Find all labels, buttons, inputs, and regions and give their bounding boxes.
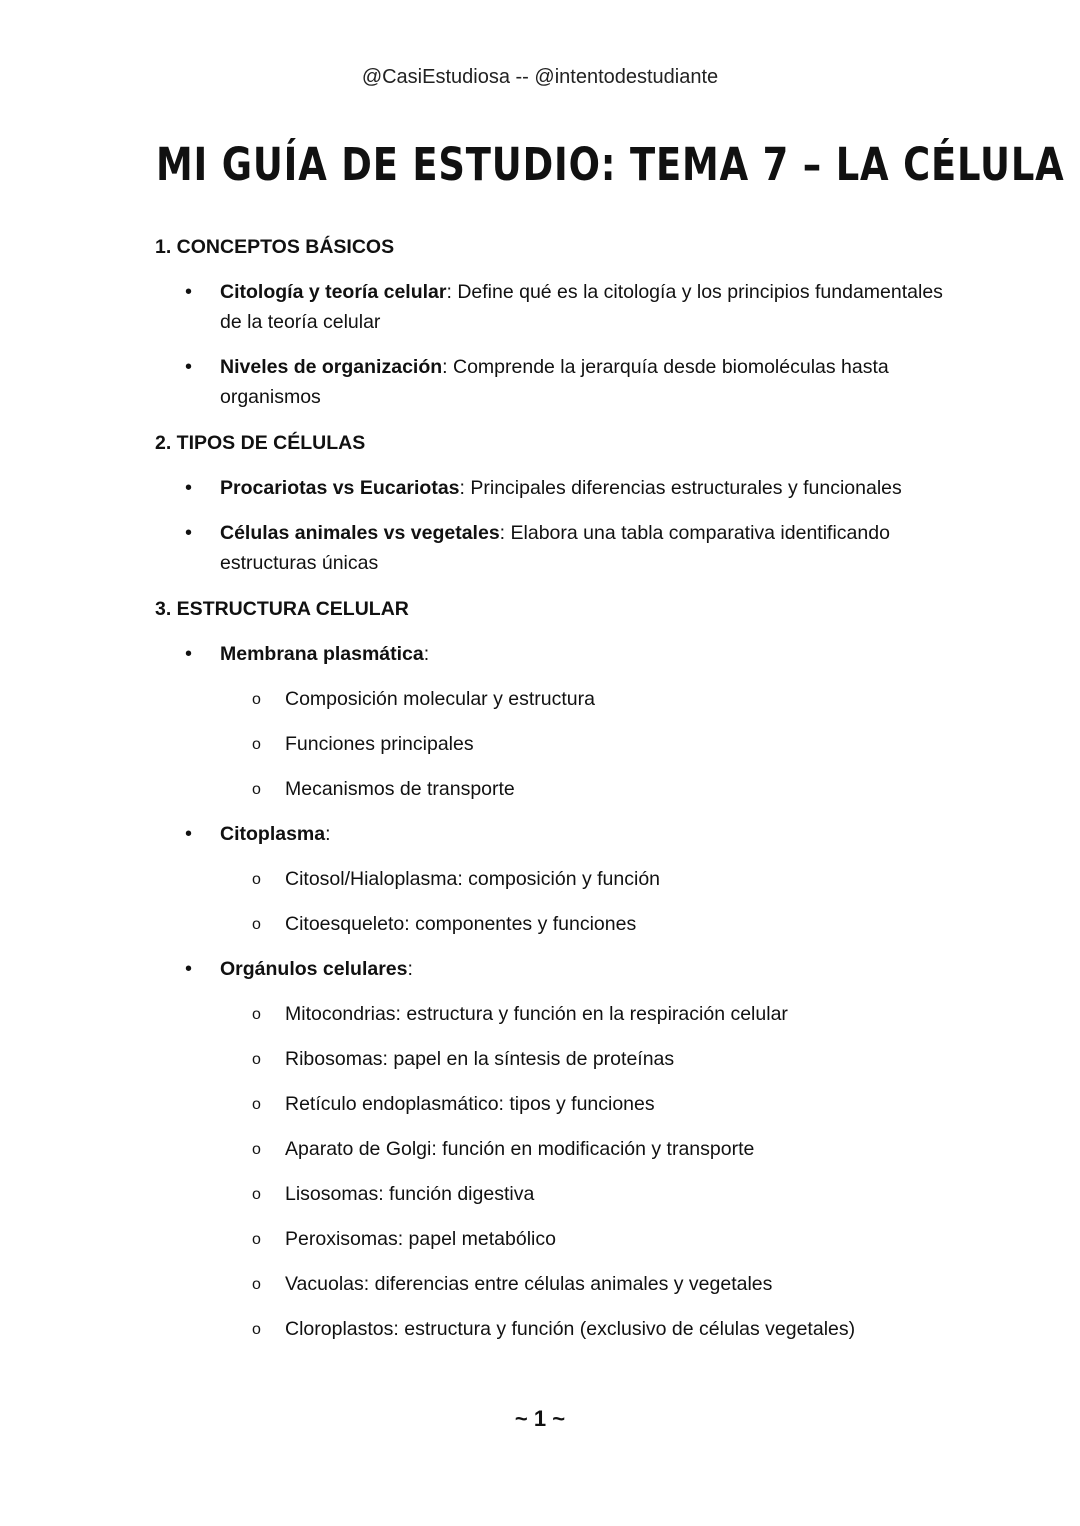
sub-list-item: o Cloroplastos: estructura y función (exclusivo de células vegetales) bbox=[155, 1314, 945, 1344]
sub-list-item: o Peroxisomas: papel metabólico bbox=[155, 1224, 945, 1254]
sub-list-item: o Mitocondrias: estructura y función en la respiración celular bbox=[155, 999, 945, 1029]
item-label: Niveles de organización bbox=[220, 356, 443, 378]
sub-list-organulos bbox=[155, 999, 945, 1344]
sub-list-item: o Funciones principales bbox=[155, 729, 945, 759]
item-label: Membrana plasmática bbox=[220, 643, 424, 665]
list-item-membrana bbox=[155, 639, 945, 669]
item-label: Citología y teoría celular bbox=[220, 281, 447, 303]
page-title: MI GUÍA DE ESTUDIO: TEMA 7 – LA CÉLULA bbox=[156, 138, 1065, 191]
item-text: : Principales diferencias estructurales y funcionales bbox=[459, 477, 902, 499]
document-body bbox=[155, 232, 945, 1344]
section-heading-tipos: 2. TIPOS DE CÉLULAS bbox=[155, 432, 366, 454]
sub-list-item: o Lisosomas: función digestiva bbox=[155, 1179, 945, 1209]
item-text: : bbox=[407, 958, 413, 980]
sub-list-item: o Vacuolas: diferencias entre células animales y vegetales bbox=[155, 1269, 945, 1299]
sub-list-item: o Citoesqueleto: componentes y funciones bbox=[155, 909, 945, 939]
sub-list-item: o Citosol/Hialoplasma: composición y función bbox=[155, 864, 945, 894]
sub-list-item: o Mecanismos de transporte bbox=[155, 774, 945, 804]
item-text: : Define qué es la citología y los principios fundamentales de la teoría celular bbox=[220, 281, 943, 333]
list-item-citoplasma bbox=[155, 819, 945, 849]
list-item bbox=[155, 518, 945, 578]
item-text: : Comprende la jerarquía desde biomoléculas hasta organismos bbox=[220, 356, 889, 408]
sub-list-item: o Composición molecular y estructura bbox=[155, 684, 945, 714]
list-item bbox=[155, 473, 945, 503]
sub-list-item: o Retículo endoplasmático: tipos y funciones bbox=[155, 1089, 945, 1119]
sub-list-membrana bbox=[155, 684, 945, 804]
sub-list-item: o Ribosomas: papel en la síntesis de proteínas bbox=[155, 1044, 945, 1074]
page-number: ~ 1 ~ bbox=[514, 1406, 566, 1431]
item-label: Células animales vs vegetales bbox=[220, 522, 500, 544]
item-label: Procariotas vs Eucariotas bbox=[220, 477, 460, 499]
item-label: Orgánulos celulares bbox=[220, 958, 408, 980]
header-credits: @CasiEstudiosa -- @intentodestudiante bbox=[361, 66, 719, 88]
sub-list-citoplasma bbox=[155, 864, 945, 939]
item-label: Citoplasma bbox=[220, 823, 326, 845]
item-text: : bbox=[423, 643, 430, 665]
list-item bbox=[155, 277, 945, 337]
list-item bbox=[155, 352, 945, 412]
item-text: : Elabora una tabla comparativa identificando estructuras únicas bbox=[220, 522, 890, 574]
item-text: : bbox=[325, 823, 331, 845]
sub-list-item: o Aparato de Golgi: función en modificación y transporte bbox=[155, 1134, 945, 1164]
list-item-organulos bbox=[155, 954, 945, 984]
section-heading-conceptos: 1. CONCEPTOS BÁSICOS bbox=[155, 236, 395, 258]
section-heading-estructura: 3. ESTRUCTURA CELULAR bbox=[155, 598, 409, 620]
